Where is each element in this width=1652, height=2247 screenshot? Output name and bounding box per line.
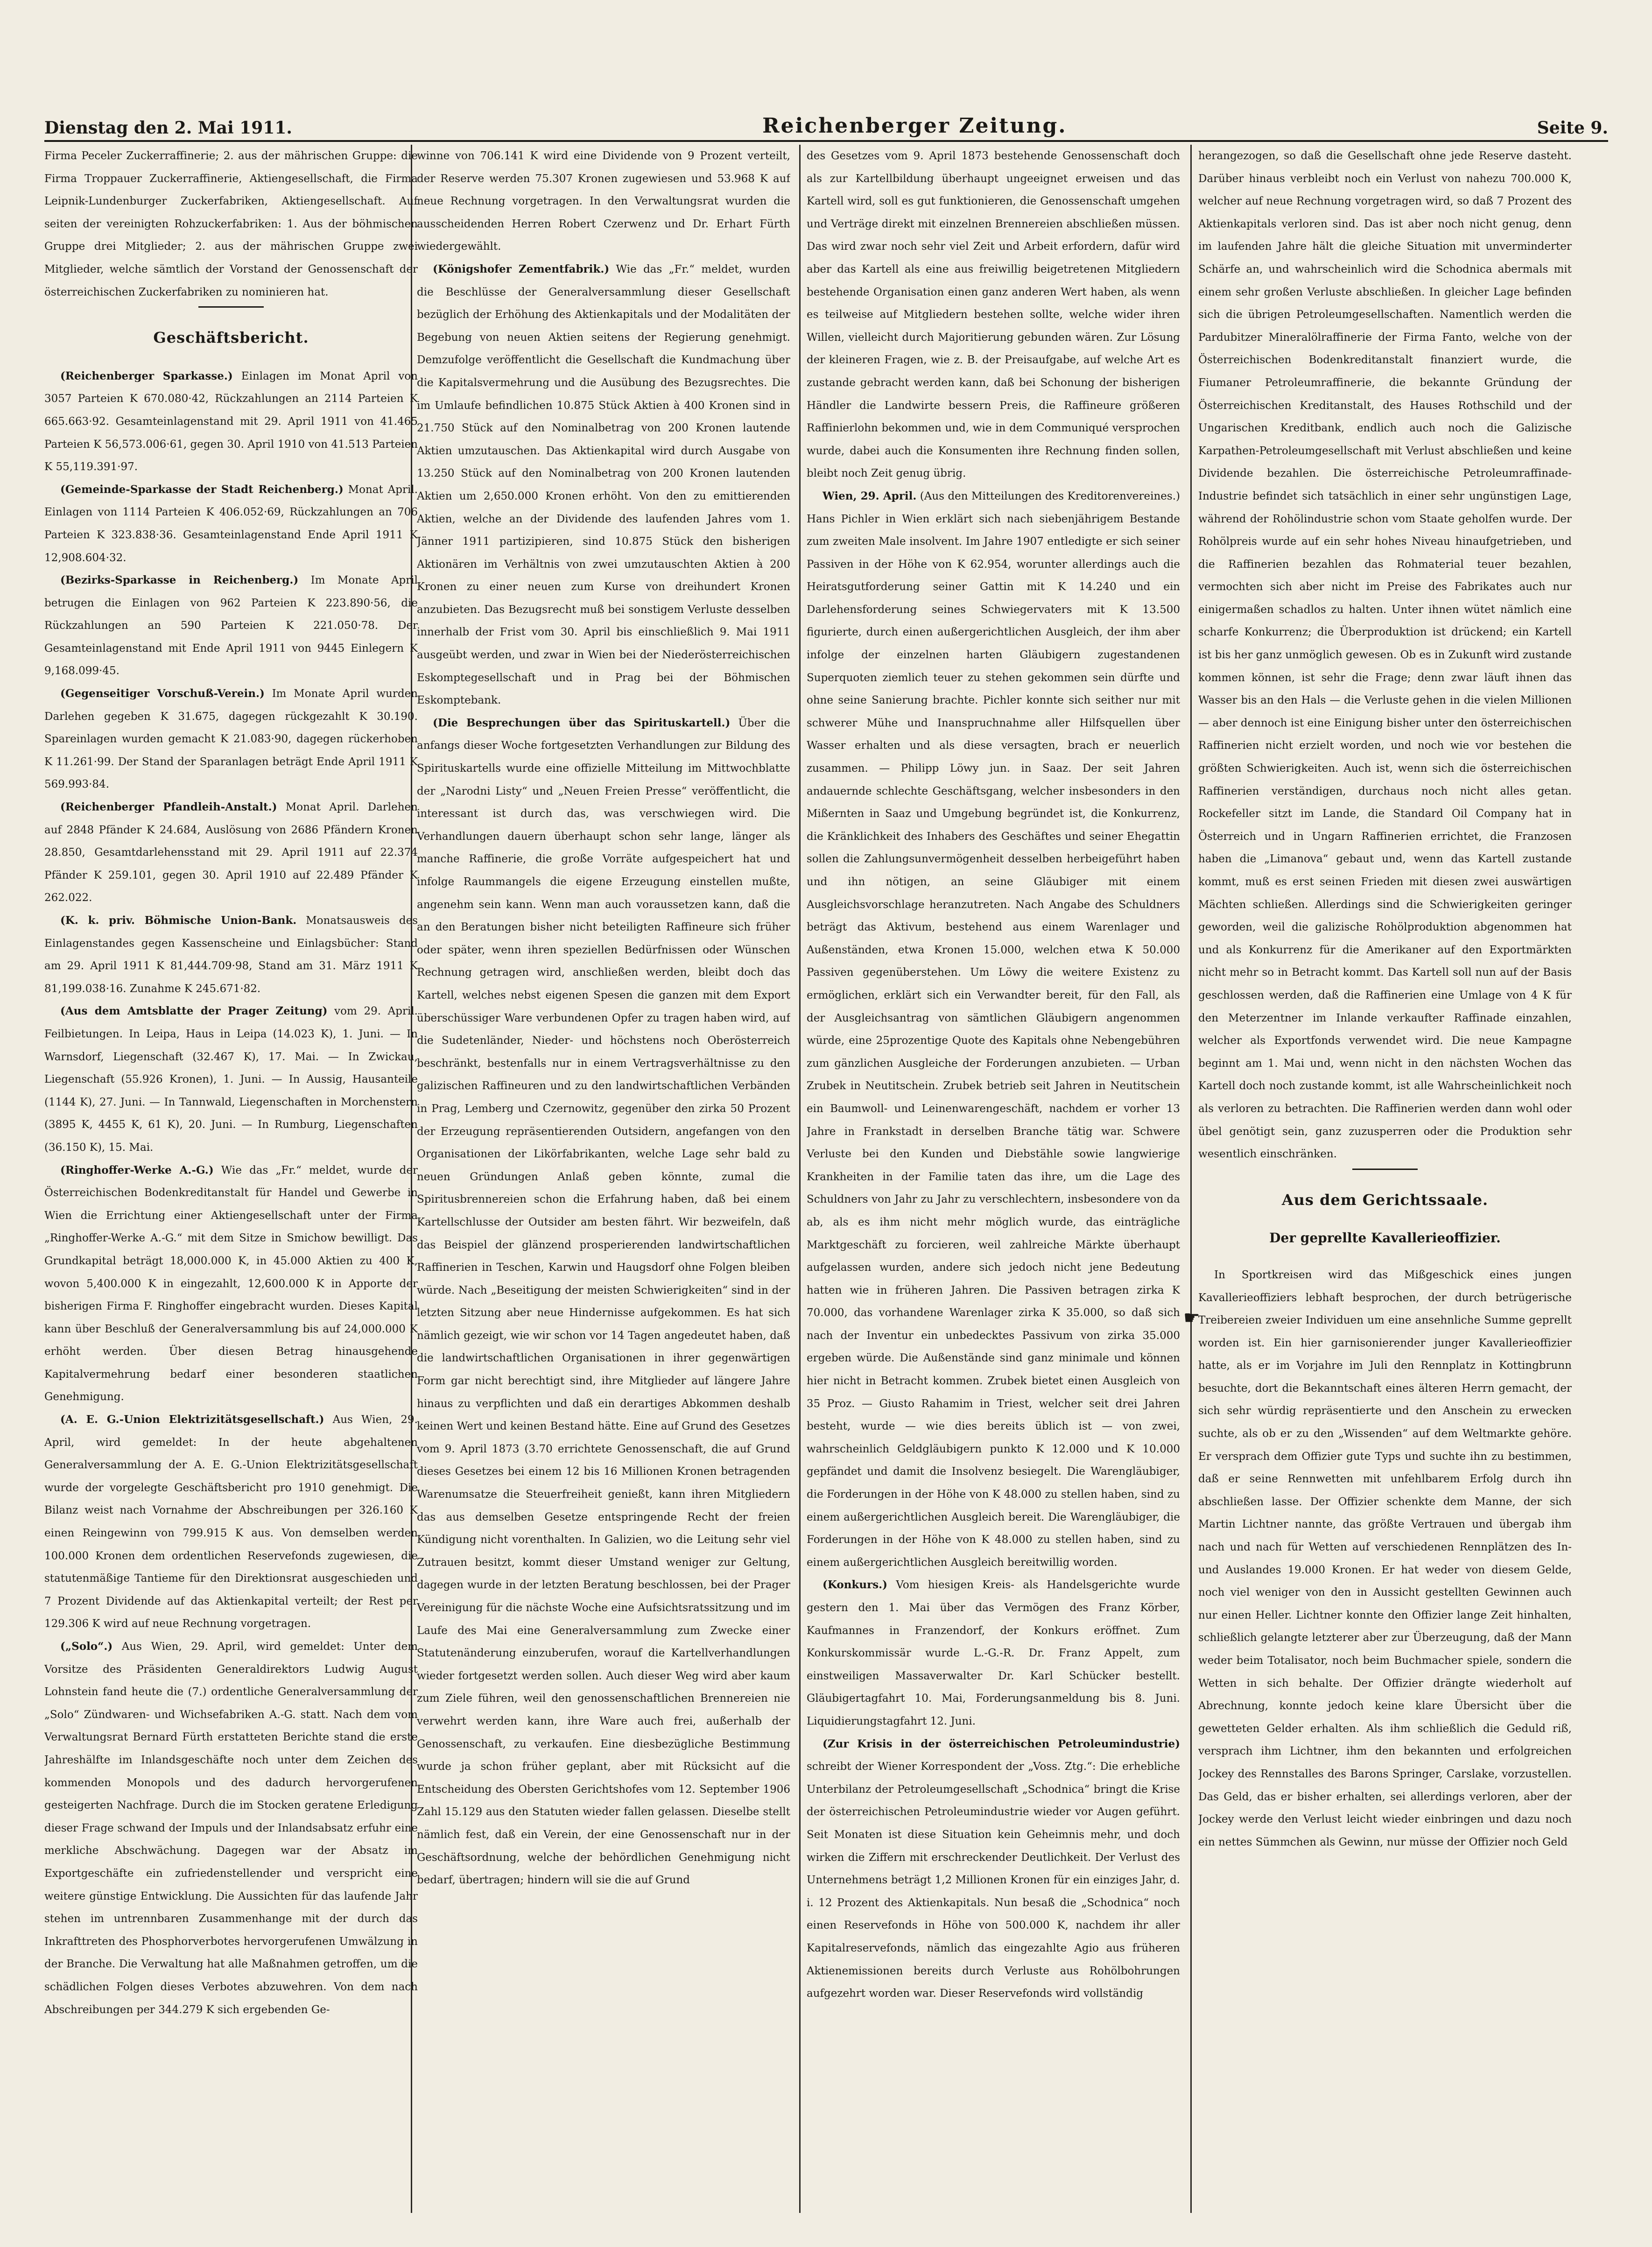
section-divider [1352,1169,1418,1170]
item-text: Aus Wien, 29. April, wird gemeldet: Unter dem Vorsitze des Präsidenten Generaldirektors Ludwig August Lohnstein fand heute die (7.) ordentliche Generalversammlung der „Solo“ Zündwaren- und Wichsefabriken A.-G. statt. Nach dem vom Verwaltungsrat Bernard Fürth erstatteten Berichte stand die erste Jahreshälfte im Inlandsgeschäfte noch unter dem Zeichen des kommenden Monopols und des dadurch hervorgerufenen gesteigerten Nachfrage. Durch die im Stocken geratene Erledigung dieser Frage schwand der Impuls und der Inlandsabsatz erfuhr eine merkliche Abschwächung. Dagegen war der Absatz im Exportgeschäfte ein zufriedenstellender und verspricht eine weitere günstige Entwicklung. Die Aussichten für das laufende Jahr stehen im untrennbaren Zusammenhange mit der durch das Inkrafttreten des Phosphorverbotes hervorgerufenen Umwälzung in der Branche. Die Verwaltung hat alle Maßnahmen getroffen, um die schädlichen Folgen dieses Verbotes abzuwehren. Von dem nach Abschreibungen per 344.279 K sich ergebenden Ge- [44,1641,418,2016]
page-number: Seite 9. [1537,118,1608,138]
item-lead: (Reichenberger Pfandleih-Anstalt.) [60,801,277,814]
column-4-intro: herangezogen, so daß die Gesellschaft ohne jede Reserve dasteht. Darüber hinaus verbleibt noch ein Verlust von nahezu 700.000 K, welcher auf neue Rechnung vorgetragen wird, so daß 7 Prozent des Aktienkapitals verloren sind. Das ist aber noch nicht genug, denn im laufenden Jahre hält die gleiche Situation mit unverminderter Schärfe an, und wahrscheinlich wird die Schodnica abermals mit einem sehr großen Verluste abschließen. In gleicher Lage befinden sich die übrigen Petroleumgesellschaften. Namentlich werden die Pardubitzer Mineralölraffinerie der Firma Fanto, welche von der Österreichischen Bodenkreditanstalt finanziert wurde, die Fiumaner Petroleumraffinerie, die bekannte Gründung der Österreichischen Kreditanstalt, des Hauses Rothschild und der Ungarischen Kreditbank, endlich auch noch die Galizische Karpathen-Petroleumgesellschaft mit Verlust abschließen und keine Dividende bezahlen. Die österreichische Petroleumraffinade-Industrie befindet sich tatsächlich in einer sehr ungünstigen Lage, während der Rohölindustrie schon vom Staate geholfen wurde. Der Rohölpreis wurde auf ein sehr hohes Niveau hinaufgetrieben, und die Raffinerien bezahlen das Rohmaterial teuer bezahlen, vermochten sich aber nicht im Preise des Fabrikates auch nur einigermaßen schadlos zu halten. Unter ihnen wütet nämlich eine scharfe Konkurrenz; die Überproduktion ist drückend; ein Kartell ist bis her ganz unmöglich gewesen. Ob es in Zukunft wird zustande kommen können, ist sehr die Frage; denn zwar läuft ihnen das Wasser bis an den Hals — die Verluste gehen in die vielen Millionen — aber dennoch ist eine Einigung bisher unter den österreichischen Raffinerien nicht erzielt worden, und noch wie vor bestehen die größten Schwierigkeiten. Auch ist, wenn sich die österreichischen Raffinerien verständigen, durchaus noch nicht alles getan. Rockefeller sitzt im Lande, die Standard Oil Company hat in Österreich und in Ungarn Raffinerien errichtet, die Franzosen haben die „Limanova“ gebaut und, wenn das Kartell zustande kommt, muß es erst seinen Frieden mit diesen zwei auswärtigen Mächten schließen. Allerdings sind die Schwierigkeiten geringer geworden, weil die galizische Rohölproduktion abgenommen hat und als Konkurrenz für die Amerikaner auf den Exportmärkten nicht mehr so in Betracht kommt. Das Kartell soll nun auf der Basis geschlossen werden, daß die Raffinerien eine Umlage von 4 K für den Meterzentner im Inlande verkaufter Raffinade einzahlen, welcher als Exportfonds verwendet wird. Die neue Kampagne beginnt am 1. Mai und, wenn nicht in den nächsten Wochen das Kartell doch noch zustande kommt, ist alle Wahrscheinlichkeit noch als verloren zu betrachten. Die Raffinerien werden dann wohl oder übel genötigt sein, ganz zuzusperren oder die Produktion sehr wesentlich einschränken. [1198,150,1572,1161]
article-headline: Der geprellte Kavallerieoffizier. [1269,1230,1501,1246]
column-3 [807,145,1180,2213]
issue-date: Dienstag den 2. Mai 1911. [44,118,292,138]
newspaper-title: Reichenberger Zeitung. [762,114,1067,138]
item-lead: (Aus dem Amtsblatte der Prager Zeitung) [60,1005,328,1018]
news-item [44,1000,418,1159]
column-4 [1198,145,1572,2213]
pointing-hand-icon: ☛ [1183,1307,1200,1329]
item-lead: (Bezirks-Sparkasse in Reichenberg.) [60,574,299,587]
news-item [44,1635,418,2021]
item-lead: (Konkurs.) [822,1578,888,1592]
header-rule [44,140,1608,142]
item-text: Vom hiesigen Kreis- als Handelsgerichte wurde gestern den 1. Mai über das Vermögen des Franz Körber, Kaufmannes in Franzendorf, der Konkurs eröffnet. Zum Konkurskommissär wurde L.-G.-R. Dr. Franz Appelt, zum einstweiligen Massaverwalter Dr. Karl Schücker bestellt. Gläubigertagfahrt 10. Mai, Forderungsanmeldung bis 8. Juni. Liquidierungstagfahrt 12. Juni. [807,1579,1180,1727]
item-lead: („Solo“.) [60,1640,113,1653]
column-2-intro: winne von 706.141 K wird eine Dividende von 9 Prozent verteilt, der Reserve werden 75.307 Kronen zugewiesen und 53.968 K auf neue Rechnung vorgetragen. In den Verwaltungsrat wurden die ausscheidenden Herren Robert Czerwenz und Dr. Erhart Fürth wiedergewählt. [417,150,790,253]
page-header [44,105,1608,138]
item-lead: (K. k. priv. Böhmische Union-Bank. [60,914,297,927]
item-lead: (Zur Krisis in der österreichischen Petroleumindustrie) [822,1737,1180,1750]
item-text: Im Monate April betrugen die Einlagen von 962 Parteien K 223.890·56, die Rückzahlungen an 590 Parteien K 221.050·78. Der Gesamteinlagenstand mit Ende April 1911 von 9445 Einlegern K 9,168.099·45. [44,574,418,677]
item-lead: (A. E. G.-Union Elektrizitätsgesellschaft.) [60,1413,324,1426]
item-text: Im Monate April wurden Darlehen gegeben K 31.675, dagegen rückgezahlt K 30.190. Spareinlagen wurden gemacht K 21.083·90, dagegen rückerhoben K 11.261·99. Der Stand der Sparanlagen beträgt Ende April 1911 K 569.993·84. [44,688,418,791]
news-item [44,1409,418,1635]
news-item [807,1574,1180,1733]
news-item [44,909,418,1000]
news-item [44,1159,418,1409]
item-lead: (Reichenberger Sparkasse.) [60,369,233,382]
item-lead: Wien, 29. April. [822,489,917,502]
column-1 [44,145,418,2213]
column-2 [417,145,790,2213]
news-item [44,796,418,909]
item-lead: (Königshofer Zementfabrik.) [433,262,610,275]
column-rule [799,145,801,2213]
item-text: Über die anfangs dieser Woche fortgesetzten Verhandlungen zur Bildung des Spirituskartells wurde eine offizielle Mitteilung im Mittwochblatte der „Narodni Listy“ und „Neuen Freien Presse“ veröffentlicht, die interessant ist durch das, was verschwiegen wird. Die Verhandlungen dauern überhaupt schon sehr lange, länger als manche Raffinerie, die große Vorräte aufgespeichert hat und infolge Raummangels die eigene Erzeugung einstellen mußte, angenehm sein kann. Wenn man auch voraussetzen kann, daß die an den Beratungen bisher nicht beteiligten Raffineure sich früher oder später, wenn ihren speziellen Bedürfnissen oder Wünschen Rechnung getragen wird, anschließen werden, bleibt doch das Kartell, welches nebst eigenen Spesen die ganzen mit dem Export überschüssiger Ware verbundenen Opfer zu tragen haben wird, auf die Sudetenländer, Nieder- und höchstens noch Oberösterreich beschränkt, bestenfalls nur in einem Vertragsverhältnisse zu den galizischen Raffineuren und zu den landwirtschaftlichen Verbänden in Prag, Lemberg und Czernowitz, gegenüber den zirka 50 Prozent der Erzeugung repräsentierenden Outsidern, angefangen von den Organisationen der Likörfabrikanten, welche Lage sehr bald zu neuen Gründungen Anlaß geben könnte, zumal die Spiritusbrennereien schon die Erfahrung haben, daß bei einem Kartellschlusse der Outsider am besten fährt. Wir bezweifeln, daß das Beispiel der glänzend prosperierenden landwirtschaftlichen Raffinerien in Teschen, Karwin und Haugsdorf ohne Folgen bleiben würde. Nach „Beseitigung der meisten Schwierigkeiten“ sind in der letzten Sitzung aber neue Hindernisse aufgekommen. Es hat sich nämlich gezeigt, wie wir schon vor 14 Tagen angedeutet haben, daß die landwirtschaftlichen Organisationen in ihrer gegenwärtigen Form gar nicht berechtigt sind, ihre Mitglieder auf längere Jahre hinaus zu verpflichten und daß ein derartiges Abkommen deshalb keinen Wert und keinen Bestand hätte. Eine auf Grund des Gesetzes vom 9. April 1873 (3.70 errichtete Genossenschaft, die auf Grund dieses Gesetzes bei einem 12 bis 16 Millionen Kronen betragenden Warenumsatze die Steuerfreiheit genießt, kann ihren Mitgliedern das aus demselben Gesetze entspringende Recht der freien Kündigung nicht vorenthalten. In Galizien, wo die Leitung sehr viel Zutrauen besitzt, kommt dieser Umstand weniger zur Geltung, dagegen wurde in der letzten Beratung beschlossen, bei der Prager Vereinigung für die nächste Woche eine Aufsichtsratssitzung und im Laufe des Mai eine Generalversammlung zum Zwecke einer Statutenänderung einzuberufen, worauf die Kartellverhandlungen wieder fortgesetzt werden sollen. Auch dieser Weg wird aber kaum zum Ziele führen, weil den genossenschaftlichen Brennereien nie verwehrt werden kann, ihre Ware auch frei, außerhalb der Genossenschaft, zu verkaufen. Eine diesbezügliche Bestimmung wurde ja schon früher geplant, aber mit Rücksicht auf die Entscheidung des Obersten Gerichtshofes vom 12. September 1906 Zahl 15.129 aus den Statuten wieder fallen gelassen. Dieselbe stellt nämlich fest, daß ein Verein, der eine Genossenschaft nur in der Geschäftsordnung, welche der behördlichen Genehmigung nicht bedarf, übertragen; hindern will sie die auf Grund [417,717,790,1887]
article-body: In Sportkreisen wird das Mißgeschick eines jungen Kavallerieoffiziers lebhaft besprochen, der durch betrügerische Treibereien zweier Individuen um eine ansehnliche Summe geprellt worden ist. Ein hier garnisonierender junger Kavallerieoffizier hatte, als er im Vorjahre im Juli den Rennplatz in Kottingbrunn besuchte, dort die Bekanntschaft eines älteren Herrn gemacht, der sich sehr würdig repräsentierte und den Anschein zu erwecken suchte, als ob er zu den „Wissenden“ auf dem Weltmarkte gehöre. Er versprach dem Offizier gute Typs und suchte ihn zu bestimmen, daß er seine Rennwetten mit unfehlbarem Erfolg durch ihn abschließen lasse. Der Offizier schenkte dem Manne, der sich Martin Lichtner nannte, das größte Vertrauen und übergab ihm nach und nach für Wetten auf verschiedenen Rennplätzen des In- und Auslandes 19.000 Kronen. Er hat weder von diesem Gelde, noch viel weniger von den in Aussicht gestellten Gewinnen auch nur einen Heller. Lichtner konnte den Offizier lange Zeit hinhalten, schließlich gelangte letzterer aber zur Überzeugung, daß der Mann weder beim Totalisator, noch beim Buchmacher spiele, sondern die Wetten in sich behalte. Der Offizier drängte wiederholt auf Abrechnung, konnte jedoch keine klare Übersicht über die gewetteten Gelder erhalten. Als ihm schließlich die Geduld riß, versprach ihm Lichtner, ihm den bekannten und erfolgreichen Jockey des Rennstalles des Barons Springer, Carslake, vorzustellen. Das Geld, das er bisher erhalten, sei allerdings verloren, aber der Jockey werde den Verlust leicht wieder einbringen und dazu noch ein nettes Sümmchen als Gewinn, nur müsse der Offizier noch Geld [1198,1268,1572,1848]
news-item [417,258,790,712]
item-text: Monat April. Darlehen auf 2848 Pfänder K 24.684, Auslösung von 2686 Pfändern Kronen 28.850, Gesamtdarlehensstand mit 29. April 1911 auf 22.374 Pfänder K 259.101, gegen 30. April 1910 auf 22.489 Pfänder K 262.022. [44,801,418,904]
item-text: vom 29. April. Feilbietungen. In Leipa, Haus in Leipa (14.023 K), 1. Juni. — In Warnsdorf, Liegenschaft (32.467 K), 17. Mai. — In Zwickau, Liegenschaft (55.926 Kronen), 1. Juni. — In Aussig, Hausanteile (1144 K), 27. Juni. — In Tannwald, Liegenschaften in Morchenstern (3895 K, 4455 K, 61 K), 20. Juni. — In Rumburg, Liegenschaften (36.150 K), 15. Mai. [44,1005,418,1154]
news-item [44,479,418,569]
item-text: Wie das „Fr.“ meldet, wurden die Beschlüsse der Generalversammlung dieser Gesellschaft bezüglich der Erhöhung des Aktienkapitals und der Modalitäten der Begebung von neuen Aktien seitens der Regierung genehmigt. Demzufolge veröffentlicht die Gesellschaft die Kundmachung über die Kapitalsvermehrung und die Ausübung des Bezugsrechtes. Die im Umlaufe befindlichen 10.875 Stück Aktien à 400 Kronen sind in 21.750 Stück auf den Nominalbetrag von 200 Kronen lautende Aktien umzutauschen. Das Aktienkapital wird durch Ausgabe von 13.250 Stück auf den Nominalbetrag von 200 Kronen lautenden Aktien um 2,650.000 Kronen erhöht. Von den zu emittierenden Aktien, welche an der Dividende des laufenden Jahres vom 1. Jänner 1911 partizipieren, sind 10.875 Stück den bisherigen Aktionären im Verhältnis von zwei umzutauschten Aktien à 200 Kronen zu einer neuen zum Kurse von dreihundert Kronen anzubieten. Das Bezugsrecht muß bei sonstigem Verluste desselben innerhalb der Frist vom 30. April bis einschließlich 9. Mai 1911 ausgeübt werden, und zwar in Wien bei der Niederösterreichischen Eskomptegesellschaft und in Prag bei der Böhmischen Eskomptebank. [417,263,790,707]
news-item [807,1733,1180,2005]
item-lead: (Gegenseitiger Vorschuß-Verein.) [60,687,265,700]
item-text: Wie das „Fr.“ meldet, wurde der Österreichischen Bodenkreditanstalt für Handel und Gewerbe in Wien die Errichtung einer Aktiengesellschaft unter der Firma „Ringhoffer-Werke A.-G.“ mit dem Sitze in Smichow bewilligt. Das Grundkapital beträgt 18,000.000 K, in 45.000 Aktien zu 400 K, wovon 5,400.000 K in eingezahlt, 12,600.000 K in Apporte der bisherigen Firma F. Ringhoffer eingebracht wurden. Dieses Kapital kann über Beschluß der Generalversammlung bis auf 24,000.000 K erhöht werden. Über diesen Betrag hinausgehende Kapitalvermehrung bedarf einer besonderen staatlichen Genehmigung. [44,1164,418,1403]
item-text: Einlagen im Monat April von 3057 Parteien K 670.080·42, Rückzahlungen an 2114 Parteien K 665.663·92. Gesamteinlagenstand mit 29. April 1911 von 41.465 Parteien K 56,573.006·61, gegen 30. April 1910 von 41.513 Parteien K 55,119.391·97. [44,370,418,473]
item-text: (Aus den Mitteilungen des Kreditorenvereines.) Hans Pichler in Wien erklärt sich nach siebenjährigem Bestande zum zweiten Male insolvent. Im Jahre 1907 entledigte er sich seiner Passiven in der Höhe von K 62.954, worunter allerdings auch die Heiratsgutforderung seiner Gattin mit K 14.240 und ein Darlehensforderung seines Schwiegervaters mit K 13.500 figurierte, durch einen außergerichtlichen Ausgleich, der ihm aber infolge der einzelnen harten Gläubigern zugestandenen Superquoten ziemlich teuer zu stehen gekommen sein dürfte und ohne seine Sanierung brachte. Pichler konnte sich seither nur mit schwerer Mühe und Inanspruchnahme aller Hilfsquellen über Wasser erhalten und als diese versagten, brach er neuerlich zusammen. — Philipp Löwy jun. in Saaz. Der seit Jahren andauernde schlechte Geschäftsgang, welcher insbesonders in den Mißernten in Saaz und Umgebung begründet ist, die Konkurrenz, die Kränklichkeit des Inhabers des Geschäftes und seiner Ehegattin sollen die Zahlungsunvermögenheit desselben herbeigeführt haben und ihn nötigen, an seine Gläubiger mit einem Ausgleichsvorschlage heranzutreten. Nach Angabe des Schuldners beträgt das Aktivum, bestehend aus einem Warenlager und Außenständen, etwa Kronen 15.000, welchen etwa K 50.000 Passiven gegenüberstehen. Um Löwy die weitere Existenz zu ermöglichen, erklärt sich ein Verwandter bereit, für den Fall, als der Ausgleichsantrag von sämtlichen Gläubigern angenommen würde, eine 25prozentige Quote des Kapitals ohne Nebengebühren zum gänzlichen Ausgleiche der Forderungen anzubieten. — Urban Zrubek in Neutitschein. Zrubek betrieb seit Jahren in Neutitschein ein Baumwoll- und Leinenwarengeschäft, nachdem er vorher 13 Jahre in Frankstadt in derselben Branche tätig war. Schwere Verluste bei den Kunden und Diebstähle sowie langwierige Krankheiten in der Familie taten das ihre, um die Lage des Schuldners von Jahr zu Jahr zu verschlechtern, insbesondere von da ab, als es ihm nicht mehr möglich wurde, das einträgliche Marktgeschäft zu forcieren, weil zahlreiche Märkte überhaupt aufgelassen wurden, andere sich jedoch nicht jene Bedeutung hatten wie in früheren Jahren. Die Passiven betragen zirka K 70.000, das vorhandene Warenlager zirka K 35.000, so daß sich nach der Inventur ein unbedecktes Passivum von zirka 35.000 ergeben würde. Die Außenstände sind ganz minimale und können hier nicht in Betracht kommen. Zrubek bietet einen Ausgleich von 35 Proz. — Giusto Rahamim in Triest, welcher seit drei Jahren besteht, wurde — wie dies bereits üblich ist — von zwei, wahrscheinlich Geldgläubigern punkto K 12.000 und K 10.000 gepfändet und damit die Insolvenz besiegelt. Die Warengläubiger, die Forderungen in der Höhe von K 48.000 zu stellen haben, sind zu einem außergerichtlichen Ausgleich bereit. Die Warengläubiger, die Forderungen in der Höhe von K 48.000 zu stellen haben, sind zu einem außergerichtlichen Ausgleich bereitwillig worden. [807,490,1180,1569]
item-lead: (Gemeinde-Sparkasse der Stadt Reichenberg.) [60,483,344,496]
item-text: Monatsausweis des Einlagenstandes gegen Kassenscheine und Einlagsbücher: Stand am 29. April 1911 K 81,444.709·98, Stand am 31. März 1911 K 81,199.038·16. Zunahme K 245.671·82. [44,915,418,995]
item-lead: (Die Besprechungen über das Spirituskartell.) [433,716,731,729]
news-item [44,683,418,796]
column-rule [1190,145,1192,2213]
section-heading-court: Aus dem Gerichtssaale. [1281,1190,1489,1209]
column-3-intro: des Gesetzes vom 9. April 1873 bestehende Genossenschaft doch als zur Kartellbildung überhaupt ungeeignet erweisen und das Kartell wird, soll es gut funktionieren, die Genossenschaft umgehen und Verträge direkt mit einzelnen Brennereien abschließen müssen. Das wird zwar noch sehr viel Zeit und Arbeit erfordern, dafür wird aber das Kartell als eine aus freiwillig beigetretenen Mitgliedern bestehende Organisation einen ganz anderen Wert haben, als wenn es teilweise auf Mitgliedern bestehen sollte, welche wider ihren Willen, vielleicht durch Majoritierung gebunden wären. Zur Lösung der kleineren Fragen, wie z. B. der Preisaufgabe, auf welche Art es zustande gebracht werden kann, daß bei Schonung der bisherigen Händler die Landwirte bessern Preis, die Raffineure größeren Raffinierlohn bekommen und, wie in dem Communiqué versprochen wurde, dabei auch die Konsumenten ihre Rechnung finden sollen, bleibt noch Zeit genug übrig. [807,150,1180,480]
section-heading-business-report: Geschäftsbericht. [153,329,309,347]
item-lead: (Ringhoffer-Werke A.-G.) [60,1163,214,1176]
item-text: schreibt der Wiener Korrespondent der „Voss. Ztg.“: Die erhebliche Unterbilanz der Petroleumgesellschaft „Schodnica“ bringt die Krise der österreichischen Petroleumindustrie wieder vor Augen geführt. Seit Monaten ist diese Situation kein Geheimnis mehr, und doch wirken die Ziffern mit erschreckender Deutlichkeit. Der Verlust des Unternehmens beträgt 1,2 Millionen Kronen für ein einziges Jahr, d. i. 12 Prozent des Aktienkapitals. Nun besaß die „Schodnica“ noch einen Reservefonds in Höhe von 500.000 K, nachdem ihr aller Kapitalreservefonds, nämlich das eingezahlte Agio aus früheren Aktienemissionen bereits durch Verluste aus Rohölbohrungen aufgezehrt worden war. Dieser Reservefonds wird vollständig [807,1761,1180,2000]
column-1-intro: Firma Peceler Zuckerraffinerie; 2. aus der mährischen Gruppe: die Firma Troppauer Zuckerraffinerie, Aktiengesellschaft, die Firma Leipnik-Lundenburger Zuckerfabriken, Aktiengesellschaft. Auf seiten der vereinigten Rohzuckerfabriken: 1. Aus der böhmischen Gruppe drei Mitglieder; 2. aus der mährischen Gruppe zwei Mitglieder, welche sämtlich der Vorstand der Genossenschaft der österreichischen Zuckerfabriken zu nominieren hat. [44,150,418,298]
section-divider [198,306,264,308]
item-text: Monat April. Einlagen von 1114 Parteien K 406.052·69, Rückzahlungen an 706 Parteien K 323.838·36. Gesamteinlagenstand Ende April 1911 K 12,908.604·32. [44,483,418,564]
news-item [44,569,418,683]
news-item [417,712,790,1892]
news-item [807,485,1180,1574]
item-text: Aus Wien, 29. April, wird gemeldet: In der heute abgehaltenen Generalversammlung der A. E. G.-Union Elektrizitätsgesellschaft wurde der vorgelegte Geschäftsbericht pro 1910 genehmigt. Die Bilanz weist nach Vornahme der Abschreibungen per 326.160 K einen Reingewinn von 799.915 K aus. Von demselben werden 100.000 Kronen dem ordentlichen Reservefonds zugewiesen, die statutenmäßige Tantieme für den Direktionsrat ausgeschieden und 7 Prozent Dividende auf das Aktienkapital verteilt; der Rest per 129.306 K wird auf neue Rechnung vorgetragen. [44,1414,418,1630]
news-item [44,365,418,479]
